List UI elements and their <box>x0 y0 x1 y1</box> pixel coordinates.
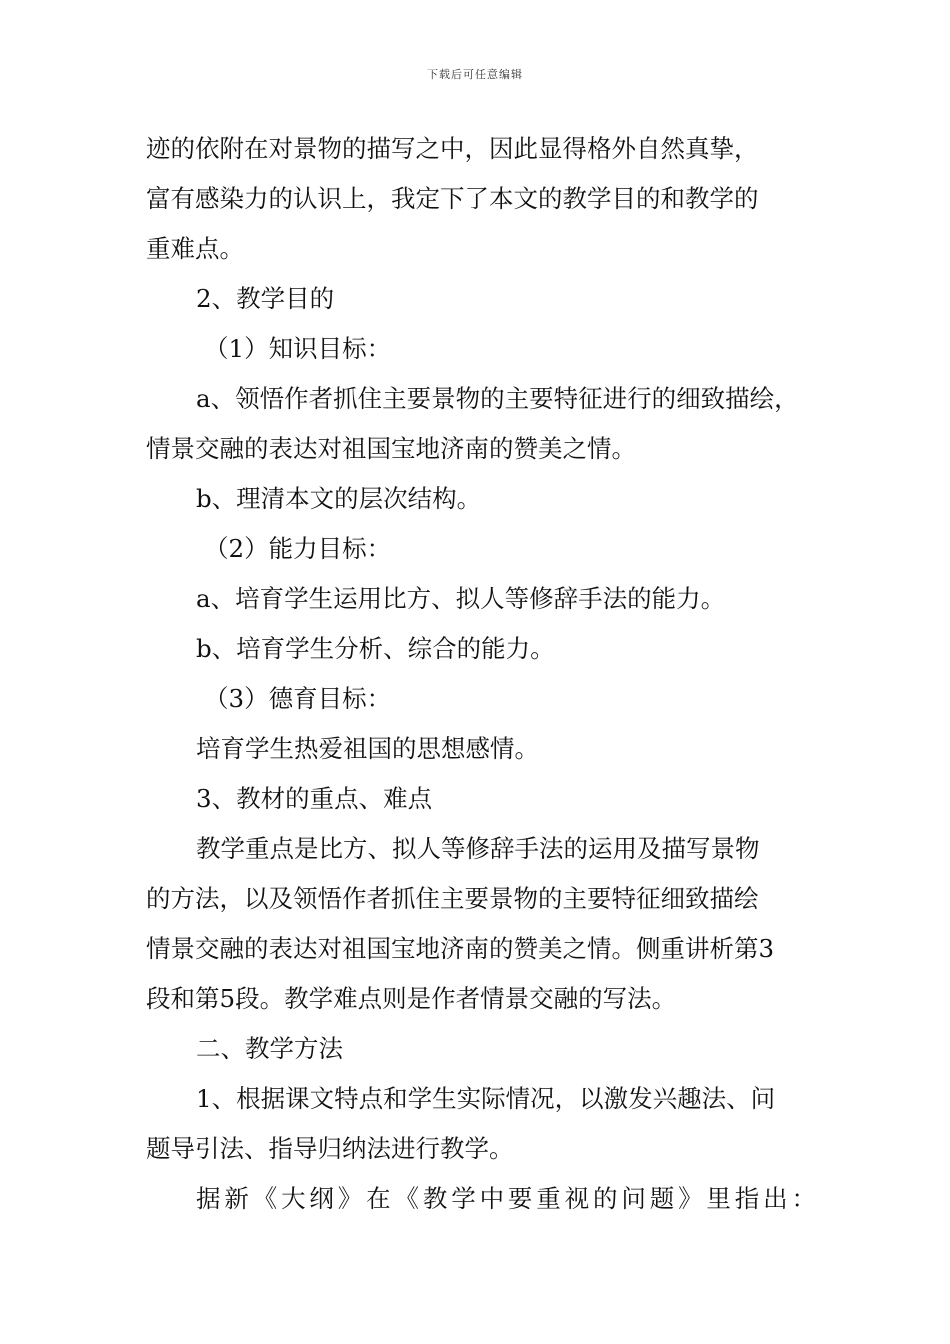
paragraph-line: 段和第5段。教学难点则是作者情景交融的写法。 <box>146 984 677 1013</box>
paragraph-line: 富有感染力的认识上，我定下了本文的教学目的和教学的 <box>146 184 759 213</box>
subsection-heading: （1）知识目标： <box>204 334 392 363</box>
paragraph-line: 据新《大纲》在《教学中要重视的问题》里指出： <box>196 1184 816 1213</box>
section-heading: 3、教材的重点、难点 <box>196 784 433 813</box>
paragraph-line: 情景交融的表达对祖国宝地济南的赞美之情。 <box>146 434 636 463</box>
paragraph-line: 题导引法、指导归纳法进行教学。 <box>146 1134 514 1163</box>
subsection-heading: （2）能力目标： <box>204 534 392 563</box>
section-heading: 二、教学方法 <box>196 1034 343 1063</box>
paragraph-line: 培育学生热爱祖国的思想感情。 <box>196 734 539 763</box>
page-header: 下载后可任意编辑 <box>427 68 523 81</box>
section-heading: 2、教学目的 <box>196 284 335 313</box>
subsection-heading: （3）德育目标： <box>204 684 392 713</box>
paragraph-line: 1、根据课文特点和学生实际情况，以激发兴趣法、问 <box>196 1084 776 1113</box>
paragraph-line: 重难点。 <box>146 234 244 263</box>
paragraph-line: b、理清本文的层次结构。 <box>196 484 482 513</box>
document-body <box>146 124 816 1224</box>
paragraph-line: a、培育学生运用比方、拟人等修辞手法的能力。 <box>196 584 726 613</box>
paragraph-line: a、领悟作者抓住主要景物的主要特征进行的细致描绘， <box>196 384 799 413</box>
paragraph-line: b、培育学生分析、综合的能力。 <box>196 634 555 663</box>
paragraph-line: 情景交融的表达对祖国宝地济南的赞美之情。侧重讲析第3 <box>146 934 775 963</box>
paragraph-line: 迹的依附在对景物的描写之中，因此显得格外自然真挚， <box>146 134 759 163</box>
paragraph-line: 教学重点是比方、拟人等修辞手法的运用及描写景物 <box>196 834 760 863</box>
paragraph-line: 的方法，以及领悟作者抓住主要景物的主要特征细致描绘 <box>146 884 759 913</box>
